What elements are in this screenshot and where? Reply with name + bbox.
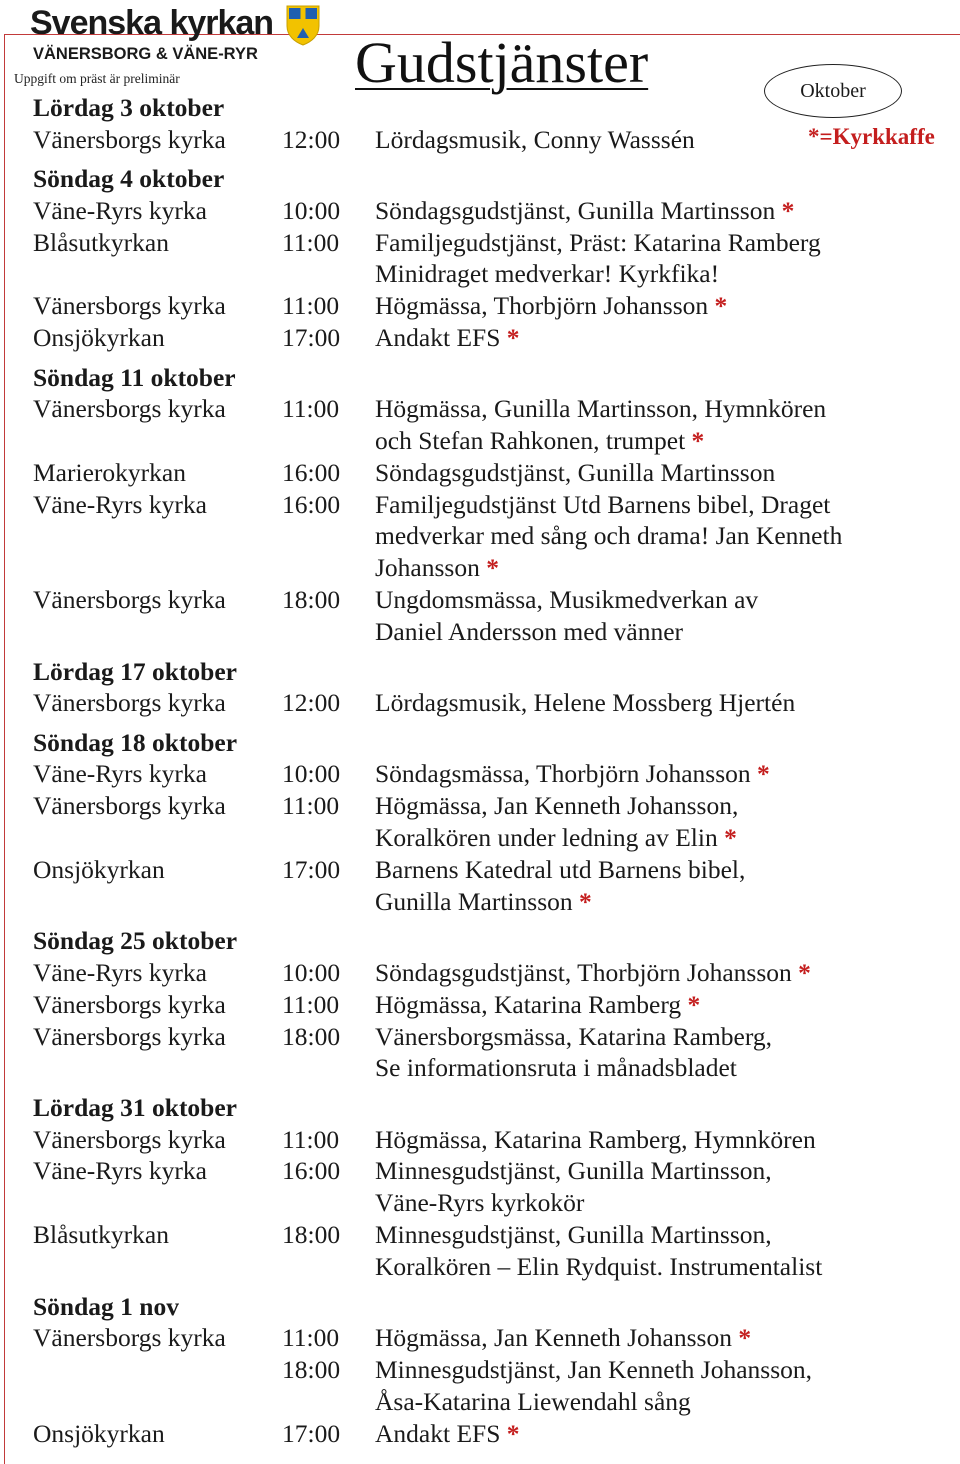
service-time: 11:00	[282, 989, 340, 1019]
service-time: 11:00	[282, 291, 340, 321]
day-section	[33, 92, 933, 155]
description-text: Åsa-Katarina Liewendahl sång	[375, 1386, 691, 1416]
description-text: Minnesgudstjänst, Jan Kenneth Johansson,	[375, 1354, 813, 1384]
service-time: 11:00	[282, 1323, 340, 1353]
description-line	[375, 1187, 895, 1219]
description-line	[375, 1124, 895, 1156]
day-section	[33, 727, 933, 917]
kyrkkaffe-star: *	[506, 1418, 520, 1448]
description-text: Högmässa, Katarina Ramberg	[375, 989, 688, 1019]
description-line	[375, 687, 895, 719]
service-description	[375, 758, 895, 790]
day-heading: Söndag 25 oktober	[33, 926, 238, 956]
service-entry	[33, 1418, 933, 1450]
church-name: Vänersborgs kyrka	[33, 124, 226, 154]
description-text: Minnesgudstjänst, Gunilla Martinsson,	[375, 1156, 772, 1186]
kyrkkaffe-star: *	[687, 989, 701, 1019]
description-text: Minnesgudstjänst, Gunilla Martinsson,	[375, 1220, 772, 1250]
service-description	[375, 393, 895, 457]
description-line	[375, 195, 895, 227]
description-line	[375, 854, 895, 886]
service-time: 16:00	[282, 1156, 341, 1186]
service-description	[375, 1418, 895, 1450]
church-name: Väne-Ryrs kyrka	[33, 957, 207, 987]
church-name: Väne-Ryrs kyrka	[33, 489, 207, 519]
description-text: medverkar med sång och drama! Jan Kenneth	[375, 521, 843, 551]
description-line	[375, 957, 895, 989]
service-entry	[33, 687, 933, 719]
kyrkkaffe-star: *	[724, 823, 737, 853]
description-text: Högmässa, Thorbjörn Johansson	[375, 291, 715, 321]
description-line	[375, 822, 895, 854]
service-time: 10:00	[282, 759, 341, 789]
church-name	[33, 1354, 282, 1418]
service-time: 10:00	[282, 957, 341, 987]
service-description	[375, 989, 895, 1021]
service-time: 12:00	[282, 688, 341, 718]
kyrkkaffe-star: *	[506, 322, 520, 352]
description-text: Koralkören under ledning av Elin	[375, 823, 725, 853]
day-heading: Söndag 4 oktober	[33, 164, 225, 194]
service-description	[375, 1354, 895, 1418]
day-heading: Lördag 3 oktober	[33, 93, 225, 122]
service-entry	[33, 1322, 933, 1354]
description-text: Söndagsmässa, Thorbjörn Johansson	[375, 759, 758, 789]
description-line	[375, 1251, 895, 1283]
church-name: Vänersborgs kyrka	[33, 1323, 226, 1353]
church-name: Marierokyrkan	[33, 457, 186, 487]
church-name: Vänersborgs kyrka	[33, 791, 226, 821]
description-text: Högmässa, Gunilla Martinsson, Hymnkören	[375, 394, 827, 424]
service-entry	[33, 1124, 933, 1156]
description-line	[375, 1052, 895, 1084]
description-line	[375, 989, 895, 1021]
kyrkkaffe-star: *	[486, 553, 499, 583]
day-heading: Söndag 1 nov	[33, 1291, 179, 1321]
description-text: Se informationsruta i månadsbladet	[375, 1053, 737, 1083]
church-name: Vänersborgs kyrka	[33, 1124, 226, 1154]
church-name: Onsjökyrkan	[33, 322, 165, 352]
service-description	[375, 322, 895, 354]
church-name: Väne-Ryrs kyrka	[33, 195, 207, 225]
description-text: Väne-Ryrs kyrkokör	[375, 1188, 585, 1218]
day-heading: Lördag 31 oktober	[33, 1093, 237, 1123]
description-line	[375, 552, 895, 584]
logo-subtitle: VÄNERSBORG & VÄNE-RYR	[33, 45, 258, 63]
month-badge: Oktober	[764, 64, 902, 118]
day-heading: Söndag 11 oktober	[33, 362, 236, 392]
service-entry	[33, 1155, 933, 1219]
service-description	[375, 687, 895, 719]
church-name: Vänersborgs kyrka	[33, 1021, 226, 1051]
description-text: Söndagsgudstjänst, Gunilla Martinsson	[375, 457, 776, 487]
logo-name: Svenska kyrkan	[30, 4, 274, 42]
day-section	[33, 1291, 933, 1450]
service-description	[375, 1021, 895, 1085]
service-entry	[33, 1219, 933, 1283]
description-line	[375, 584, 895, 616]
description-text: Koralkören – Elin Rydquist. Instrumentalist	[375, 1251, 823, 1281]
service-entry	[33, 227, 933, 291]
service-description	[375, 790, 895, 854]
church-name: Blåsutkyrkan	[33, 227, 169, 257]
kyrkkaffe-star: *	[691, 426, 705, 456]
description-text: och Stefan Rahkonen, trumpet	[375, 426, 692, 456]
description-text: Daniel Andersson med vänner	[375, 616, 684, 646]
service-time: 18:00	[282, 1021, 341, 1051]
kyrkkaffe-star: *	[738, 1323, 752, 1353]
day-section	[33, 362, 933, 648]
service-entry	[33, 854, 933, 918]
description-line	[375, 758, 895, 790]
service-time: 18:00	[282, 585, 341, 615]
service-entry	[33, 758, 933, 790]
church-name: Onsjökyrkan	[33, 1418, 165, 1448]
description-text: Lördagsmusik, Helene Mossberg Hjertén	[375, 688, 796, 718]
description-line	[375, 886, 895, 918]
description-line	[375, 322, 895, 354]
description-line	[375, 1322, 895, 1354]
church-name: Vänersborgs kyrka	[33, 585, 226, 615]
description-text: Andakt EFS	[375, 1418, 507, 1448]
description-text: Söndagsgudstjänst, Thorbjörn Johansson	[375, 957, 799, 987]
service-entry	[33, 1021, 933, 1085]
description-line	[375, 790, 895, 822]
description-text: Vänersborgsmässa, Katarina Ramberg,	[375, 1021, 773, 1051]
church-name: Blåsutkyrkan	[33, 1220, 169, 1250]
service-description	[375, 854, 895, 918]
service-description	[375, 584, 895, 648]
kyrkkaffe-star: *	[781, 195, 795, 225]
service-time: 10:00	[282, 195, 341, 225]
description-text: Minidraget medverkar! Kyrkfika!	[375, 259, 720, 289]
description-line	[375, 227, 895, 259]
service-description	[375, 227, 895, 291]
service-entry	[33, 989, 933, 1021]
description-line	[375, 425, 895, 457]
description-text: Andakt EFS	[375, 322, 507, 352]
service-description	[375, 1322, 895, 1354]
service-entry	[33, 322, 933, 354]
service-time: 18:00	[282, 1220, 341, 1250]
kyrkkaffe-star: *	[798, 957, 811, 987]
page-title: Gudstjänster	[355, 30, 649, 95]
description-text: Gunilla Martinsson	[375, 886, 579, 916]
day-section	[33, 925, 933, 1084]
service-time: 11:00	[282, 227, 340, 257]
kyrkkaffe-star: *	[757, 759, 770, 789]
description-text: Familjegudstjänst Utd Barnens bibel, Draget	[375, 489, 831, 519]
service-description	[375, 124, 895, 156]
service-time: 16:00	[282, 457, 341, 487]
service-description	[375, 489, 895, 584]
description-text: Högmässa, Jan Kenneth Johansson,	[375, 791, 739, 821]
service-time: 17:00	[282, 854, 341, 884]
service-description	[375, 290, 895, 322]
description-line	[375, 520, 895, 552]
day-section	[33, 1092, 933, 1282]
description-line	[375, 1354, 895, 1386]
church-crest-icon	[285, 4, 321, 46]
church-name: Vänersborgs kyrka	[33, 394, 226, 424]
service-entry	[33, 290, 933, 322]
day-heading: Söndag 18 oktober	[33, 727, 238, 757]
church-name: Vänersborgs kyrka	[33, 989, 226, 1019]
description-line	[375, 1021, 895, 1053]
description-line	[375, 457, 895, 489]
service-entry	[33, 1354, 933, 1418]
service-time: 18:00	[282, 1354, 341, 1384]
description-line	[375, 1219, 895, 1251]
service-time: 16:00	[282, 489, 341, 519]
service-description	[375, 1124, 895, 1156]
service-entry	[33, 584, 933, 648]
service-entry	[33, 195, 933, 227]
description-text: Högmässa, Katarina Ramberg, Hymnkören	[375, 1124, 816, 1154]
day-heading: Lördag 17 oktober	[33, 656, 237, 686]
description-text: Barnens Katedral utd Barnens bibel,	[375, 854, 746, 884]
service-time: 11:00	[282, 791, 340, 821]
service-description	[375, 457, 895, 489]
service-description	[375, 957, 895, 989]
kyrkkaffe-star: *	[579, 886, 592, 916]
day-section	[33, 163, 933, 353]
description-text: Söndagsgudstjänst, Gunilla Martinsson	[375, 195, 782, 225]
church-name: Väne-Ryrs kyrka	[33, 1156, 207, 1186]
service-time: 17:00	[282, 1418, 341, 1448]
description-line	[375, 489, 895, 521]
service-time: 12:00	[282, 124, 341, 154]
church-name: Vänersborgs kyrka	[33, 291, 226, 321]
description-line	[375, 1418, 895, 1450]
description-line	[375, 290, 895, 322]
description-line	[375, 1155, 895, 1187]
service-entry	[33, 124, 933, 156]
description-text: Johansson	[375, 553, 487, 583]
description-line	[375, 1386, 895, 1418]
service-entry	[33, 489, 933, 584]
service-time: 17:00	[282, 322, 341, 352]
description-line	[375, 616, 895, 648]
service-entry	[33, 790, 933, 854]
description-text: Ungdomsmässa, Musikmedverkan av	[375, 585, 759, 615]
service-entry	[33, 457, 933, 489]
svenska-kyrkan-logo	[30, 2, 330, 68]
kyrkkaffe-star: *	[714, 291, 728, 321]
service-time: 11:00	[282, 394, 340, 424]
service-entry	[33, 957, 933, 989]
service-time: 11:00	[282, 1124, 340, 1154]
description-line	[375, 124, 895, 156]
service-schedule	[33, 92, 933, 1457]
church-name: Vänersborgs kyrka	[33, 688, 226, 718]
service-entry	[33, 393, 933, 457]
kyrkkaffe-legend: *=Kyrkkaffe	[808, 124, 935, 149]
service-description	[375, 195, 895, 227]
service-description	[375, 1155, 895, 1219]
description-text: Lördagsmusik, Conny Wasssén	[375, 124, 695, 154]
service-description	[375, 1219, 895, 1283]
description-line	[375, 258, 895, 290]
church-name: Onsjökyrkan	[33, 854, 165, 884]
day-section	[33, 656, 933, 719]
description-text: Familjegudstjänst, Präst: Katarina Ramberg	[375, 227, 821, 257]
description-text: Högmässa, Jan Kenneth Johansson	[375, 1323, 739, 1353]
church-name: Väne-Ryrs kyrka	[33, 759, 207, 789]
description-line	[375, 393, 895, 425]
preliminary-note: Uppgift om präst är preliminär	[14, 71, 180, 86]
